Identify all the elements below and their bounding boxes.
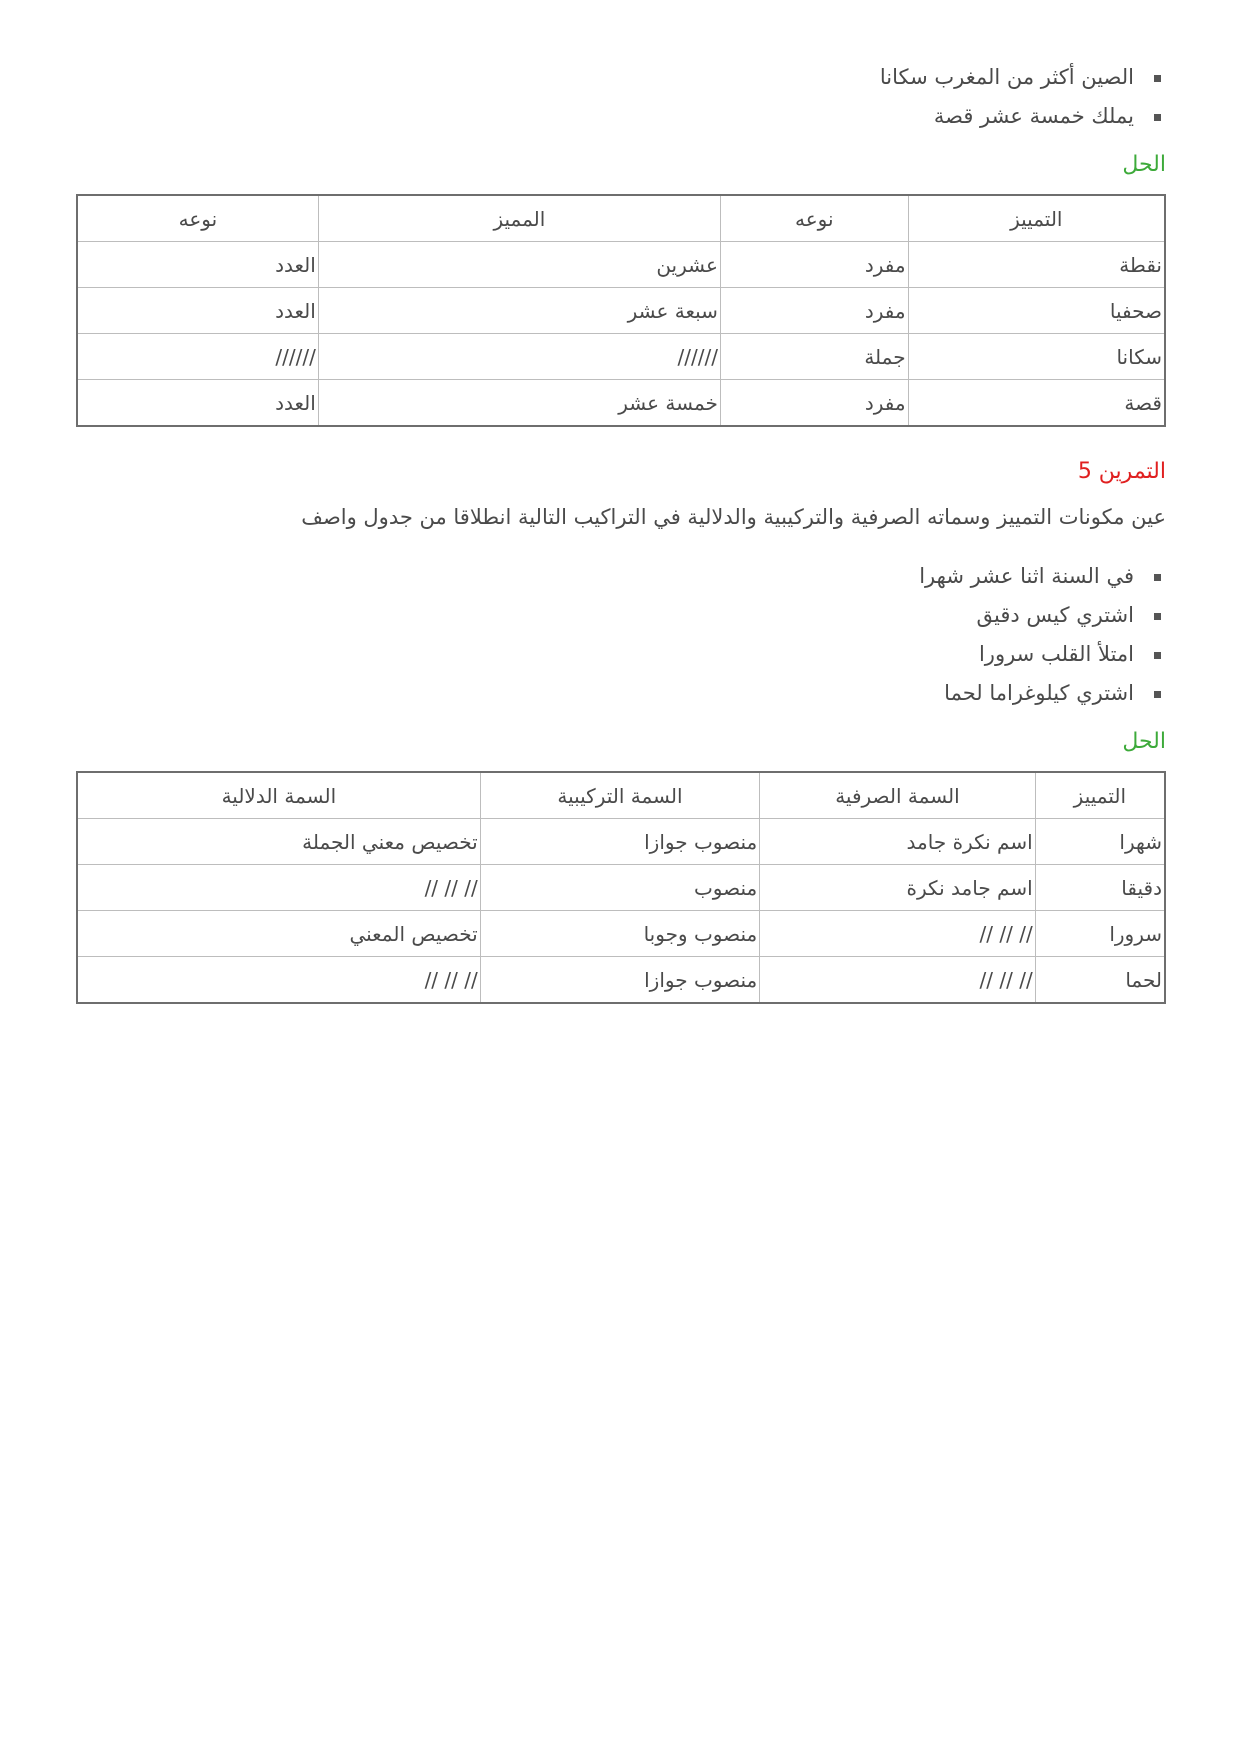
table-cell: العدد (77, 380, 318, 427)
solution-heading: الحل (1122, 152, 1166, 177)
column-header: نوعه (77, 195, 318, 242)
table-row (77, 380, 1165, 427)
table-cell: صحفيا (908, 288, 1165, 334)
square-bullet-icon (1154, 652, 1161, 659)
list-item: الصين أكثر من المغرب سكانا (76, 58, 1166, 97)
table-cell: // // // (77, 957, 480, 1004)
table-row (77, 957, 1165, 1004)
column-header: السمة التركيبية (480, 772, 759, 819)
column-header: المميز (318, 195, 720, 242)
exercise-instruction: عين مكونات التمييز وسماته الصرفية والتركيبية والدلالية في التراكيب التالية انطلاقا من جدول واصف (301, 505, 1166, 529)
table-cell: منصوب جوازا (480, 957, 759, 1004)
square-bullet-icon (1154, 613, 1161, 620)
table-cell: قصة (908, 380, 1165, 427)
table-cell: تخصيص المعني (77, 911, 480, 957)
table-row (77, 865, 1165, 911)
column-header: التمييز (1035, 772, 1165, 819)
solution-heading: الحل (1122, 729, 1166, 754)
document-content (76, 58, 1166, 1004)
table-cell: عشرين (318, 242, 720, 288)
table-row (77, 334, 1165, 380)
table-cell: شهرا (1035, 819, 1165, 865)
column-header: السمة الصرفية (760, 772, 1035, 819)
exercise-bullet-list (76, 557, 1166, 713)
table-cell: لحما (1035, 957, 1165, 1004)
column-header: التمييز (908, 195, 1165, 242)
table-cell: تخصيص معني الجملة (77, 819, 480, 865)
table-cell: العدد (77, 288, 318, 334)
table-cell: ////// (77, 334, 318, 380)
table-row (77, 819, 1165, 865)
list-item: اشتري كيلوغراما لحما (76, 674, 1166, 713)
table-cell: منصوب جوازا (480, 819, 759, 865)
table-cell: العدد (77, 242, 318, 288)
table-cell: جملة (720, 334, 908, 380)
exercise-title: التمرين 5 (1077, 459, 1166, 484)
table-cell: // // // (77, 865, 480, 911)
table-cell: منصوب وجوبا (480, 911, 759, 957)
column-header: السمة الدلالية (77, 772, 480, 819)
table-cell: اسم نكرة جامد (760, 819, 1035, 865)
table-cell: سرورا (1035, 911, 1165, 957)
square-bullet-icon (1154, 75, 1161, 82)
table-cell: منصوب (480, 865, 759, 911)
list-item: يملك خمسة عشر قصة (76, 97, 1166, 136)
list-item: اشتري كيس دقيق (76, 596, 1166, 635)
list-item: في السنة اثنا عشر شهرا (76, 557, 1166, 596)
table-cell: سبعة عشر (318, 288, 720, 334)
square-bullet-icon (1154, 114, 1161, 121)
square-bullet-icon (1154, 691, 1161, 698)
column-header: نوعه (720, 195, 908, 242)
table-cell: سكانا (908, 334, 1165, 380)
table-cell: دقيقا (1035, 865, 1165, 911)
table-cell: خمسة عشر (318, 380, 720, 427)
table-cell: مفرد (720, 288, 908, 334)
table-row (77, 288, 1165, 334)
list-item: امتلأ القلب سرورا (76, 635, 1166, 674)
table-cell: مفرد (720, 242, 908, 288)
square-bullet-icon (1154, 574, 1161, 581)
table-cell: // // // (760, 957, 1035, 1004)
table-cell: اسم جامد نكرة (760, 865, 1035, 911)
top-bullet-list (76, 58, 1166, 136)
table-cell: ////// (318, 334, 720, 380)
table-header-row (77, 772, 1165, 819)
table-header-row (77, 195, 1165, 242)
attributes-table (76, 771, 1166, 1004)
table-cell: نقطة (908, 242, 1165, 288)
tamyiz-table (76, 194, 1166, 427)
table-cell: مفرد (720, 380, 908, 427)
table-cell: // // // (760, 911, 1035, 957)
table-row (77, 242, 1165, 288)
table-row (77, 911, 1165, 957)
